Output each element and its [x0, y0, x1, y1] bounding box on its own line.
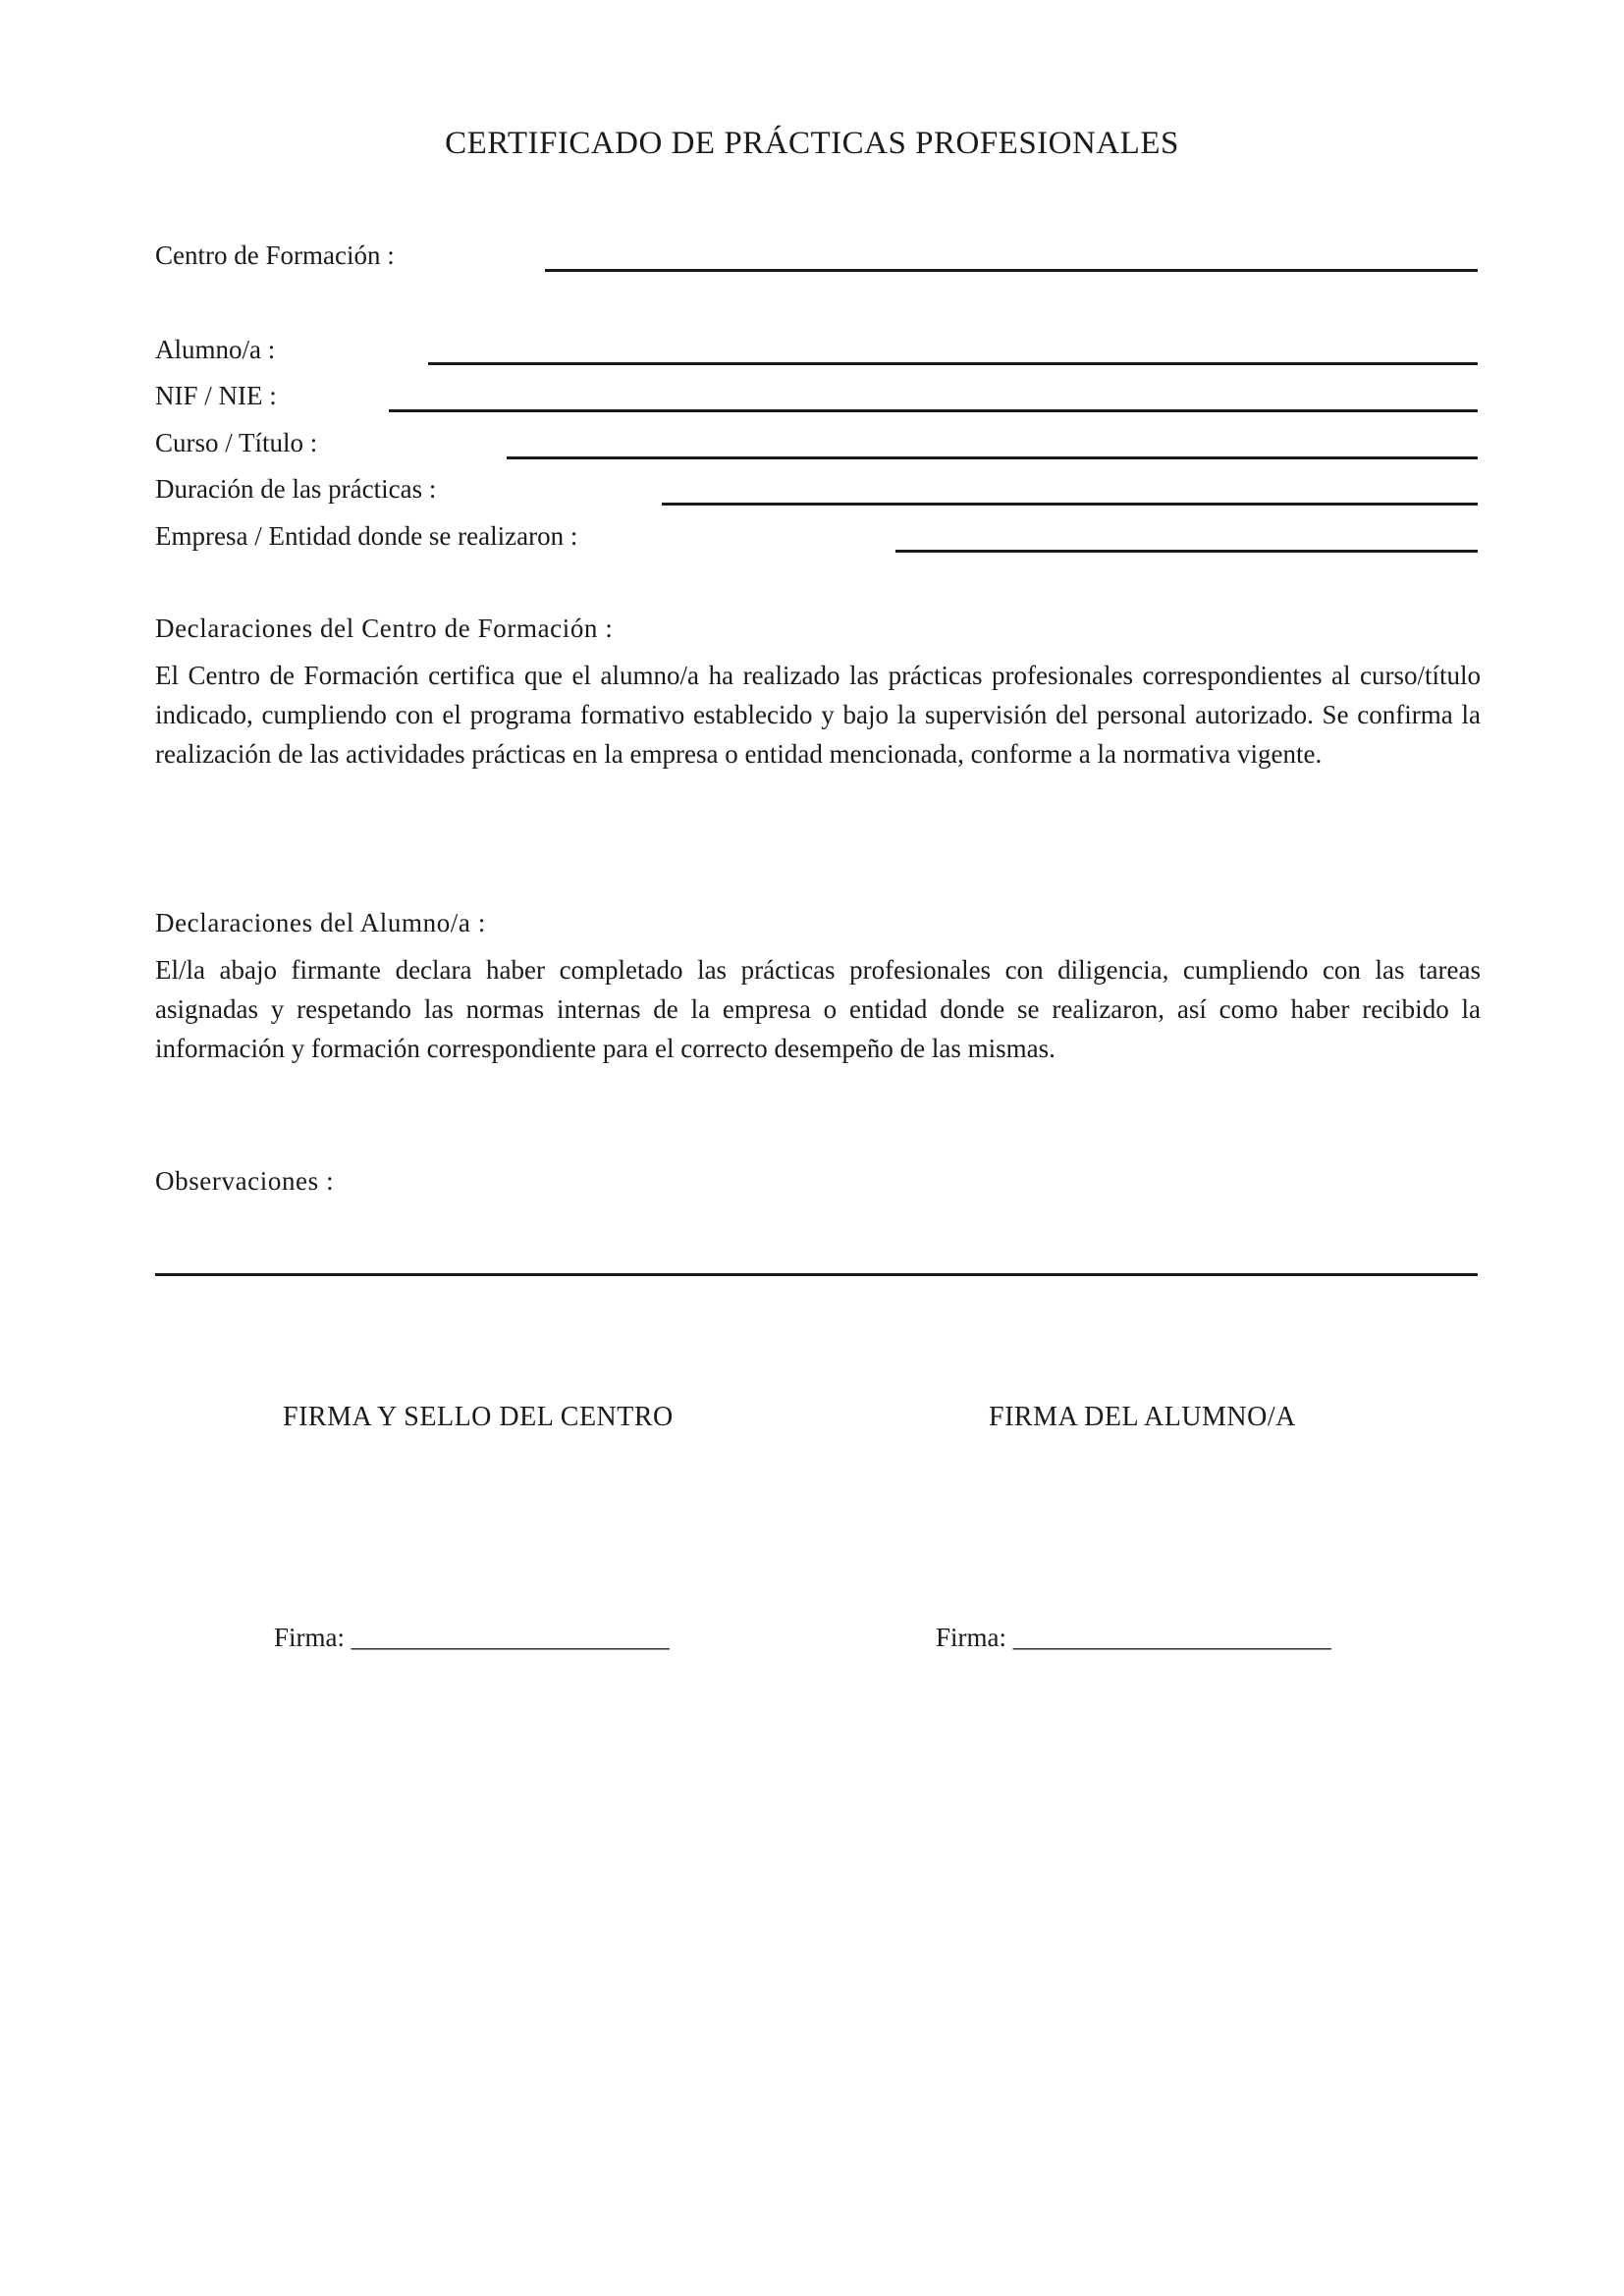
- document-title: CERTIFICADO DE PRÁCTICAS PROFESIONALES: [445, 126, 1179, 161]
- alumno-line[interactable]: [428, 362, 1478, 365]
- empresa-entidad-line[interactable]: [895, 550, 1478, 553]
- centro-formacion-label: Centro de Formación :: [155, 240, 395, 270]
- duracion-practicas-label: Duración de las prácticas :: [155, 474, 437, 504]
- duracion-practicas-line[interactable]: [662, 503, 1478, 506]
- alumno-label: Alumno/a :: [155, 335, 276, 364]
- declaraciones-alumno-heading: Declaraciones del Alumno/a :: [155, 908, 486, 937]
- firma-sello-centro-heading: FIRMA Y SELLO DEL CENTRO: [283, 1402, 674, 1432]
- nif-nie-label: NIF / NIE :: [155, 381, 277, 410]
- empresa-entidad-label: Empresa / Entidad donde se realizaron :: [155, 521, 578, 551]
- observaciones-heading: Observaciones :: [155, 1166, 335, 1196]
- firma-alumno-field[interactable]: Firma: ________________________: [936, 1623, 1331, 1652]
- declaraciones-centro-heading: Declaraciones del Centro de Formación :: [155, 614, 614, 643]
- declaraciones-centro-text: El Centro de Formación certifica que el alumno/a ha realizado las prácticas profesionales correspondientes al curso/título indicado, cumpliendo con el programa formativo establecido y bajo la supervisión del personal autorizado. Se confirma la realización de las actividades prácticas en la empresa o entidad mencionada, conforme a la normativa vigente.: [155, 661, 1481, 769]
- centro-formacion-line[interactable]: [545, 269, 1478, 272]
- curso-titulo-line[interactable]: [507, 456, 1478, 459]
- declaraciones-alumno-text: El/la abajo firmante declara haber completado las prácticas profesionales con diligencia, cumpliendo con las tareas asignadas y respetando las normas internas de la empresa o entidad donde se realizaron, así como haber recibido la información y formación correspondiente para el correcto desempeño de las mismas.: [155, 955, 1481, 1063]
- observaciones-line[interactable]: [155, 1273, 1478, 1276]
- curso-titulo-label: Curso / Título :: [155, 428, 318, 457]
- firma-alumno-heading: FIRMA DEL ALUMNO/A: [989, 1402, 1296, 1432]
- firma-centro-field[interactable]: Firma: ________________________: [274, 1623, 670, 1652]
- nif-nie-line[interactable]: [389, 409, 1478, 412]
